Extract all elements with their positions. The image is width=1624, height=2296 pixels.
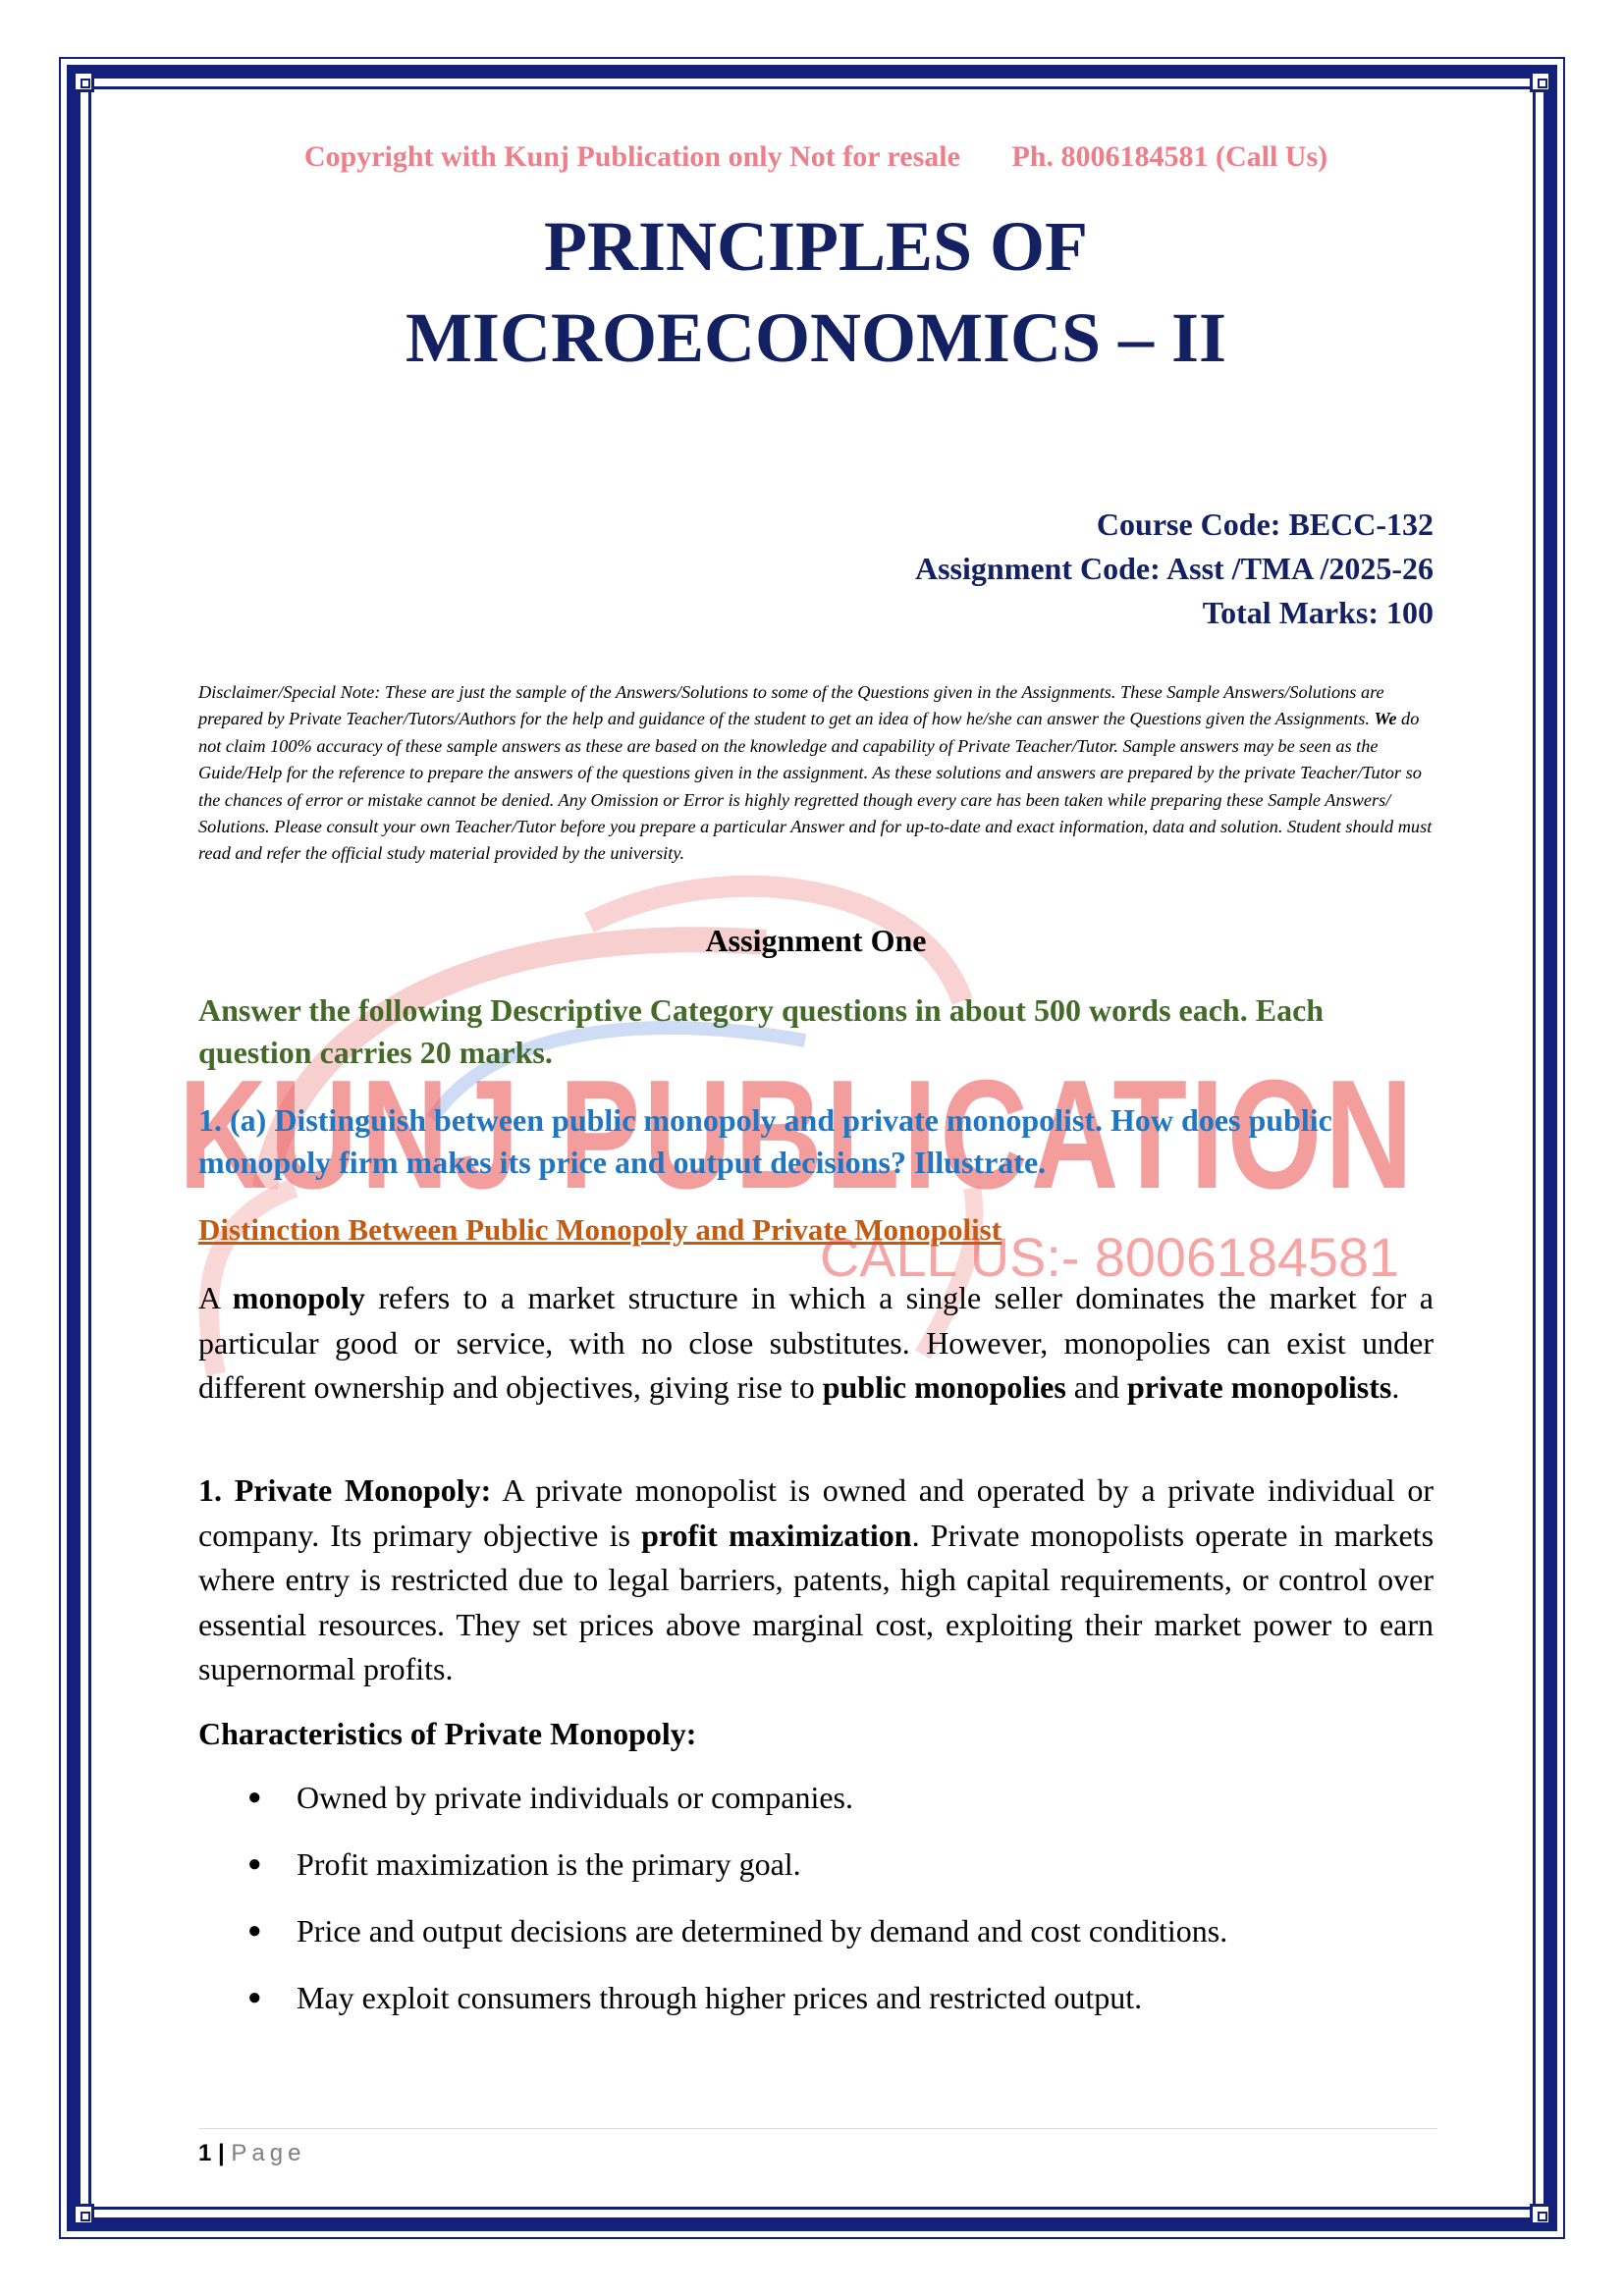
bullet-icon: ● [247,1785,262,1810]
list-item [198,1845,1434,1912]
term-monopoly: monopoly [232,1280,365,1315]
paragraph-private-monopoly [198,1468,1434,1692]
private-monopoly-lead: 1. Private Monopoly: [198,1472,492,1508]
phone-text: Ph. 8006184581 (Call Us) [1011,140,1328,173]
course-info [198,503,1434,635]
text: . [1391,1369,1400,1405]
bullet-icon: ● [247,1918,262,1944]
instruction: Answer the following Descriptive Category questions in about 500 words each. Each question carries 20 marks. [198,992,1325,1070]
title-line-1: PRINCIPLES OF [543,207,1089,286]
corner-ornament-bottom-right [1530,2204,1551,2225]
text: refers to a market structure in which a single seller dominates the market for a particular good or service, with no close substitutes. However, monopolies can exist under different ownership and objectives, giving rise to [198,1280,1435,1405]
corner-ornament-top-left [73,71,94,92]
term-profit-maximization: profit maximization [641,1517,912,1553]
characteristics-heading: Characteristics of Private Monopoly: [198,1716,697,1751]
paragraph-monopoly-definition [198,1276,1434,1411]
list-item-text: Price and output decisions are determined by demand and cost conditions. [297,1913,1228,1949]
question-1a: 1. (a) Distinguish between public monopoly and private monopolist. How does public monopoly firm makes its price and output decisions? Illustrate. [198,1102,1332,1180]
characteristics-list [198,1779,1434,2046]
list-item-text: Owned by private individuals or companies. [297,1780,853,1815]
page-number: 1 [198,2140,212,2166]
list-item-text: May exploit consumers through higher prices and restricted output. [297,1980,1143,2015]
list-item [198,1979,1434,2046]
watermark-brand-text: KUNJ PUBLICATION [179,1048,1416,1221]
title-line-2: MICROECONOMICS – II [405,298,1227,377]
term-private-monopolists: private monopolists [1126,1369,1392,1405]
page-label: Page [231,2140,306,2166]
copyright-text: Copyright with Kunj Publication only Not for resale [303,140,960,173]
text: A private monopolist is owned and operated by a private individual or company. Its primary objective is [198,1472,1435,1553]
page-footer [198,2140,305,2167]
corner-ornament-bottom-left [73,2204,94,2225]
term-public-monopolies: public monopolies [822,1369,1066,1405]
list-item [198,1912,1434,1979]
section-heading: Distinction Between Public Monopoly and Private Monopolist [198,1212,1002,1247]
course-code: Course Code: BECC-132 [1096,507,1434,542]
text: A [198,1280,233,1315]
assignment-code: Assignment Code: Asst /TMA /2025-26 [914,551,1434,586]
disclaimer [198,679,1434,868]
bullet-icon: ● [247,1985,262,2010]
page-title [198,201,1434,384]
list-item-text: Profit maximization is the primary goal. [297,1846,801,1882]
disclaimer-we: We [1374,709,1397,729]
disclaimer-text-1: Disclaimer/Special Note: These are just the sample of the Answers/Solutions to some of the Questions given in the Assignments. These Sample Answers/Solutions are prepared by Private Teacher/Tutors/Authors for the help and guidance of the student to get an idea of how he/she can answer the Questions given the Assignments. [198,682,1384,729]
footer-divider [198,2128,1437,2129]
watermark-call-text: CALL US:- 8006184581 [820,1226,1399,1288]
disclaimer-text-2: do not claim 100% accuracy of these sample answers as these are based on the knowledge and capability of Private Teacher/Tutor. Sample answers may be seen as the Guide/Help for the reference to prepare the answers of the questions given in the assignment. As these solutions and answers are prepared by the private Teacher/Tutor so the chances of error or mistake cannot be denied. Any Omission or Error is highly regretted though every care has been taken while preparing these Sample Answers/ Solutions. Please consult your own Teacher/Tutor before you prepare a particular Answer and for up-to-date and exact information, data and solution. Student should must read and refer the official study material provided by the university. [198,709,1433,864]
copyright-notice [198,140,1434,174]
list-item [198,1779,1434,1845]
corner-ornament-top-right [1530,71,1551,92]
text: and [1065,1369,1127,1405]
assignment-title: Assignment One [705,923,927,958]
bullet-icon: ● [247,1851,262,1877]
footer-separator: | [218,2140,225,2166]
total-marks: Total Marks: 100 [1202,595,1434,630]
text: . Private monopolists operate in markets where entry is restricted due to legal barriers, patents, high capital requirements, or control over essential resources. They set prices above marginal cost, exploiting their market power to earn supernormal profits. [198,1517,1435,1686]
